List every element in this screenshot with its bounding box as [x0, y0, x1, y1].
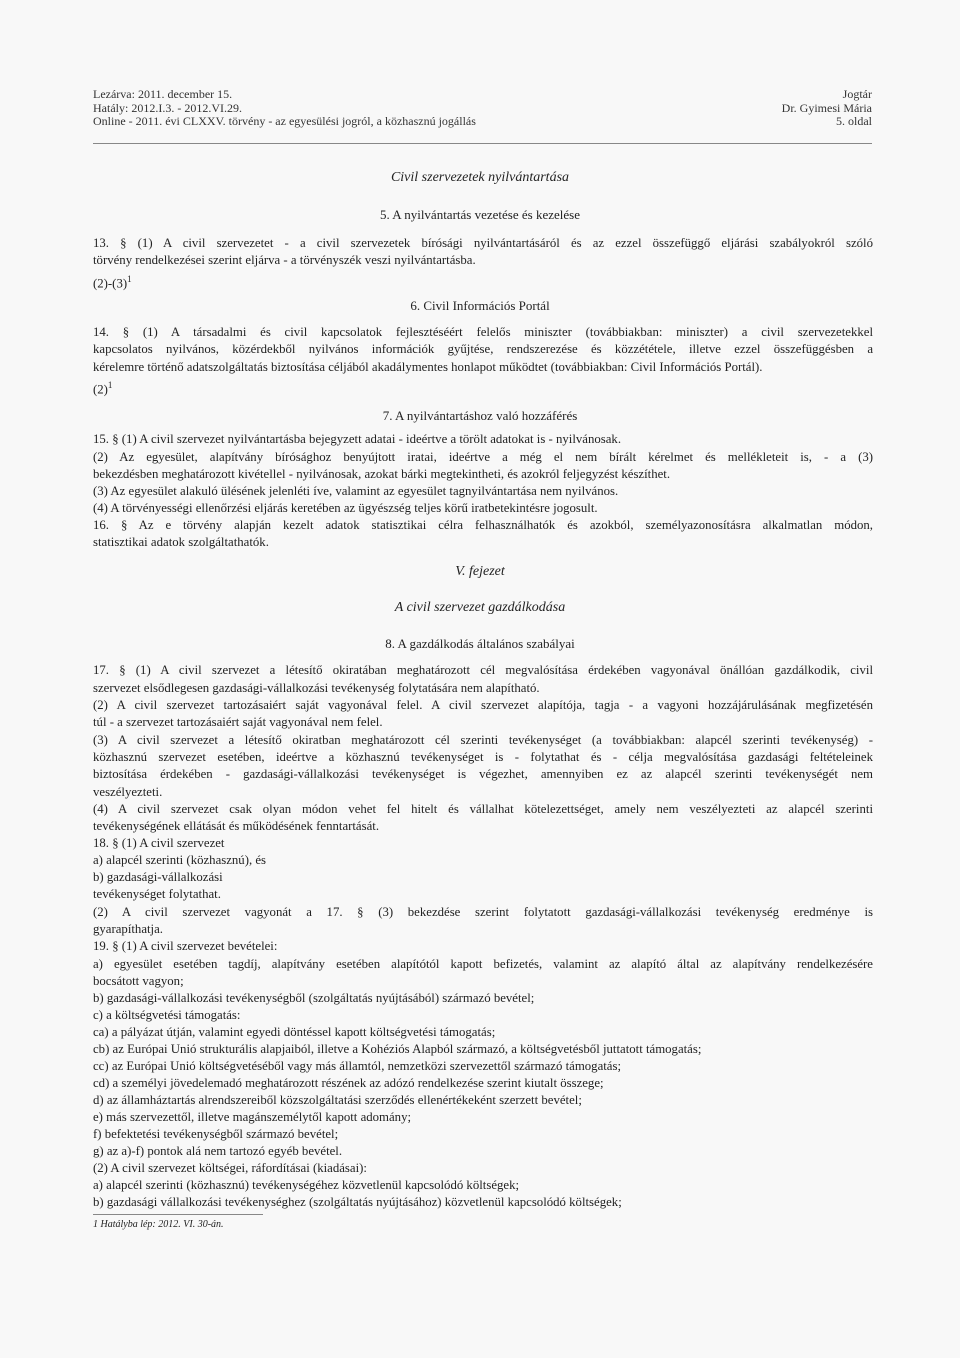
paragraph-14-line1: 14. § (1) A társadalmi és civil kapcsolatok fejlesztéséért felelős miniszter (továbbiakban: miniszter) a civil szervezetekkel [93, 325, 873, 339]
footnote: 1 Hatályba lép: 2012. VI. 30-án. [93, 1219, 224, 1230]
paragraph-13-line2: törvény rendelkezései szerint eljárva - a törvényszék veszi nyilvántartásba. [93, 253, 476, 267]
paragraph-15-line1: 15. § (1) A civil szervezet nyilvántartásba bejegyzett adatai - ideértve a törölt adatokat is - nyilvánosak. [93, 432, 622, 446]
p17-l10: tevékenységének ellátását és működésének fenntartását. [93, 819, 380, 833]
heading-sec8: 8. A gazdálkodás általános szabályai [385, 636, 575, 651]
p18-l3: b) gazdasági-vállalkozási [93, 870, 223, 884]
header-publisher: Jogtár [842, 87, 872, 101]
heading-sec7: 7. A nyilvántartáshoz való hozzáférés [382, 408, 578, 423]
p19-l2: a) egyesület esetében tagdíj, alapítvány esetében alapítótól kapott befizetés, valamint az alapító által az alapítvány rendelkezésére [93, 957, 873, 971]
p19-l11: e) más szervezettől, illetve magánszemélytől kapott adomány; [93, 1110, 412, 1124]
p17-l6: közhasznú szervezet esetében, ideértve a közhasznú tevékenységet is - folytathat és - célja megvalósítása gazdasági feltételeinek [93, 750, 873, 764]
p18-l6: gyarapíthatja. [93, 922, 163, 936]
chapter-title: A civil szervezet gazdálkodása [394, 600, 566, 615]
footnote-mark: 1 [107, 380, 113, 390]
p17-l9: (4) A civil szervezet csak olyan módon vehet fel hitelt és vállalhat kötelezettséget, amely nem veszélyezteti az alapcél szerinti [93, 802, 873, 816]
paragraph-14-line4 [93, 378, 112, 397]
paragraph-15-line2: (2) Az egyesület, alapítvány bírósághoz benyújtott iratai, ideértve a még el nem bírált kérelmet és mellékleteit is, - a (3) [93, 450, 873, 464]
page-header-right [782, 88, 872, 129]
paragraph-13-line1: 13. § (1) A civil szervezetet - a civil szervezetek bírósági nyilvántartásáról és az ezzel összefüggő eljárási szabályokról szóló [93, 236, 873, 250]
header-page-number: 5. oldal [836, 114, 872, 128]
chapter-number: V. fejezet [455, 564, 505, 579]
paragraph-13-line3 [93, 272, 132, 291]
heading-sec5: 5. A nyilvántartás vezetése és kezelése [380, 207, 580, 222]
header-law-title: Online - 2011. évi CLXXV. törvény - az egyesülési jogról, a közhasznú jogállás [93, 114, 476, 128]
header-rule [93, 143, 872, 144]
p17-l7: biztosítása érdekében - gazdasági-vállalkozási tevékenységet is végezhet, amennyiben ez az alapcél szerinti tevékenységét nem [93, 767, 873, 781]
p18-l4: tevékenységet folytathat. [93, 887, 221, 901]
p17-l5: (3) A civil szervezet a létesítő okiratban meghatározott cél szerinti tevékenységet (a továbbiakban: alapcél szerinti tevékenység) - [93, 733, 873, 747]
paragraph-15-line4: (3) Az egyesület alakuló ülésének jelenléti íve, valamint az egyesület tagnyilvántartása nem nyilvános. [93, 484, 619, 498]
paragraph-14-line2: kapcsolatos nyilvános, közérdekből nyilvános információk gyűjtése, rendszerezése és közzététele, illetve ezzel összefüggésben a [93, 342, 873, 356]
paragraph-16-line2: statisztikai adatok szolgáltathatók. [93, 535, 269, 549]
p19-l6: ca) a pályázat útján, valamint egyedi döntéssel kapott költségvetési támogatás; [93, 1025, 496, 1039]
footnote-mark: 1 [127, 274, 132, 284]
p19-l16: b) gazdasági vállalkozási tevékenységhez (szolgáltatás nyújtásához) közvetlenül kapcsolódó költségek; [93, 1195, 622, 1209]
p19-l14: (2) A civil szervezet költségei, ráfordításai (kiadásai): [93, 1161, 367, 1175]
p17-l3: (2) A civil szervezet tartozásaiért saját vagyonával felel. A civil szervezet alapítója, tagja - a vagyoni hozzájárulásának megfizetésén [93, 698, 873, 712]
p19-l3: bocsátott vagyon; [93, 974, 184, 988]
p19-l1: 19. § (1) A civil szervezet bevételei: [93, 939, 278, 953]
p17-l8: veszélyezteti. [93, 785, 163, 799]
p19-l5: c) a költségvetési támogatás: [93, 1008, 241, 1022]
p19-l8: cc) az Európai Unió költségvetéséből vagy más államtól, nemzetközi szervezettől származó támogatás; [93, 1059, 622, 1073]
header-author: Dr. Gyimesi Mária [781, 100, 872, 115]
header-effective-date: Hatály: 2012.I.3. - 2012.VI.29. [93, 100, 242, 115]
p19-l13: g) az a)-f) pontok alá nem tartozó egyéb bevétel. [93, 1144, 343, 1158]
paragraph-15-line3: bekezdésben meghatározott kivétellel - nyilvánosak, azokat bárki megtekintheti, és azokról feljegyzést készíthet. [93, 467, 671, 481]
header-closed-date: Lezárva: 2011. december 15. [93, 87, 233, 101]
paragraph-15-line5: (4) A törvényességi ellenőrzési eljárás keretében az ügyészség teljes körű iratbetekintésre jogosult. [93, 501, 598, 515]
p19-l9: cd) a személyi jövedelemadó meghatározott részének az adózó rendelkezése szerint kiutalt összege; [93, 1076, 604, 1090]
p18-l2: a) alapcél szerinti (közhasznú), és [93, 853, 267, 867]
section-title: Civil szervezetek nyilvántartása [390, 170, 570, 185]
p19-l7: cb) az Európai Unió strukturális alapjaiból, illetve a Kohéziós Alapból származó, a költségvetésből juttatott támogatás; [93, 1042, 702, 1056]
p17-l1: 17. § (1) A civil szervezet a létesítő okiratában meghatározott cél megvalósítása érdekében vagyonával önállóan gazdálkodik, civil [93, 663, 873, 677]
paragraph-16-line1: 16. § Az e törvény alapján kezelt adatok statisztikai célra felhasználhatók és azokból, személyazonosításra alkalmatlan módon, [93, 518, 873, 532]
p18-l1: 18. § (1) A civil szervezet [93, 836, 225, 850]
p19-l15: a) alapcél szerinti (közhasznú) tevékenységéhez közvetlenül kapcsolódó költségek; [93, 1178, 520, 1192]
p19-l12: f) befektetési tevékenységből származó bevétel; [93, 1127, 339, 1141]
p19-l10: d) az államháztartás alrendszereiből közszolgáltatási szerződés ellenértékeként szerzett bevétel; [93, 1093, 582, 1107]
footnote-rule [93, 1214, 263, 1215]
p17-l4: túl - a szervezet tartozásaiért saját vagyonával nem felel. [93, 715, 383, 729]
p18-l5: (2) A civil szervezet vagyonát a 17. § (3) bekezdése szerint folytatott gazdasági-vállalkozási tevékenység eredménye is [93, 905, 873, 919]
heading-sec6: 6. Civil Információs Portál [410, 298, 550, 313]
paragraph-14-line3: kérelemre történő adatszolgáltatás biztosítása céljából akadálymentes honlapot működtet (továbbiakban: Civil Információs Portál). [93, 360, 763, 374]
p17-l2: szervezet elsődlegesen gazdasági-vállalkozási tevékenység folytatására nem alapítható. [93, 681, 540, 695]
repealed-ref: (2) [93, 382, 108, 397]
repealed-ref: (2)-(3) [93, 276, 128, 291]
page-header-left [93, 88, 476, 129]
p19-l4: b) gazdasági-vállalkozási tevékenységből (szolgáltatás nyújtásából) származó bevétel; [93, 991, 535, 1005]
